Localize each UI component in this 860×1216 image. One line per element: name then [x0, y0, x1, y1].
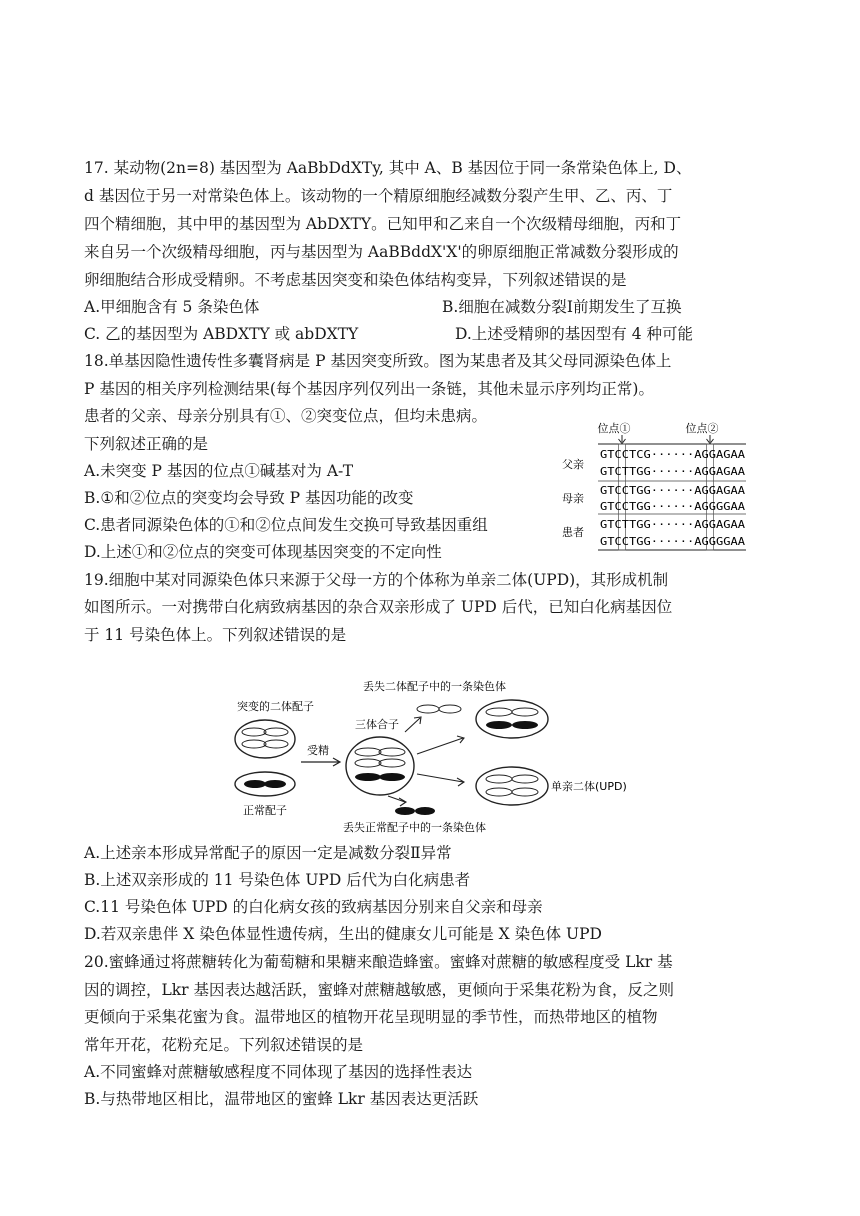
mutant-gamete-label: 突变的二体配子	[237, 700, 314, 713]
lose-disomic-label: 丢失二体配子中的一条染色体	[363, 680, 506, 693]
q19-stem-line-3: 于 11 号染色体上。下列叙述错误的是	[84, 626, 347, 644]
q17-stem-line-5: 卵细胞结合形成受精卵。不考虑基因突变和染色体结构变异，下列叙述错误的是	[84, 271, 627, 289]
sequence-figure	[560, 418, 760, 558]
q18-option-a: A.未突变 P 基因的位点①碱基对为 A-T	[84, 462, 354, 480]
upd-label: 单亲二体(UPD)	[551, 780, 627, 793]
q19-option-a: A.上述亲本形成异常配子的原因一定是减数分裂Ⅱ异常	[84, 844, 452, 862]
q19-stem-line-2: 如图所示。一对携带白化病致病基因的杂合双亲形成了 UPD 后代，已知白化病基因位	[84, 598, 673, 616]
mutant-gamete-cell	[235, 720, 295, 758]
arrow-to-lost-disomic	[405, 717, 421, 732]
father-label: 父亲	[562, 458, 584, 471]
site-1-arrow	[619, 435, 626, 444]
father-seq-2: GTCTTGG······AGGAGAA	[600, 466, 746, 478]
patient-seq-1: GTCTTGG······AGGAGAA	[600, 519, 746, 531]
trisomic-zygote-label: 三体合子	[355, 718, 399, 731]
upd-offspring-cell	[476, 767, 548, 805]
q19-stem-line-1: 19.细胞中某对同源染色体只来源于父母一方的个体称为单亲二体(UPD)，其形成机制	[84, 571, 669, 589]
q19-option-d: D.若双亲患伴 X 染色体显性遗传病，生出的健康女儿可能是 X 染色体 UPD	[84, 925, 602, 943]
q17-option-c: C. 乙的基因型为 ABDXTY 或 abDXTY	[84, 325, 359, 343]
lost-normal-chromosome	[395, 807, 435, 815]
q20-option-b: B.与热带地区相比，温带地区的蜜蜂 Lkr 基因表达更活跃	[84, 1090, 479, 1108]
q18-stem-line-3: 患者的父亲、母亲分别具有①、②突变位点，但均未患病。	[84, 407, 488, 425]
q18-stem-line-2: P 基因的相关序列检测结果(每个基因序列仅列出一条链，其他未显示序列均正常)。	[84, 380, 654, 398]
q20-stem-line-1: 20.蜜蜂通过将蔗糖转化为葡萄糖和果糖来酿造蜂蜜。蜜蜂对蔗糖的敏感程度受 Lkr 基	[84, 953, 673, 971]
q17-stem-line-3: 四个精细胞，其中甲的基因型为 AbDXTY。已知甲和乙来自一个次级精母细胞，丙和丁	[84, 215, 682, 233]
q20-option-a: A.不同蜜蜂对蔗糖敏感程度不同体现了基因的选择性表达	[84, 1063, 473, 1081]
arrow-to-lost-normal	[388, 796, 406, 806]
upd-mechanism-figure	[225, 674, 645, 836]
q17-stem-line-2: d 基因位于另一对常染色体上。该动物的一个精原细胞经减数分裂产生甲、乙、丙、丁	[84, 187, 673, 205]
fertilization-label: 受精	[307, 744, 329, 757]
normal-gamete-label: 正常配子	[243, 804, 287, 817]
normal-offspring-cell	[476, 700, 548, 738]
normal-gamete-cell	[235, 772, 295, 796]
trisomic-zygote-cell	[346, 737, 414, 795]
q18-option-c: C.患者同源染色体的①和②位点间发生交换可导致基因重组	[84, 516, 488, 534]
q20-stem-line-2: 因的调控，Lkr 基因表达越活跃，蜜蜂对蔗糖越敏感，更倾向于采集花粉为食，反之则	[84, 981, 675, 999]
lose-normal-label: 丢失正常配子中的一条染色体	[343, 821, 486, 834]
q17-option-b: B.细胞在减数分裂Ⅰ前期发生了互换	[442, 298, 682, 316]
father-seq-1: GTCCTCG······AGGAGAA	[600, 449, 746, 461]
q17-option-a: A.甲细胞含有 5 条染色体	[84, 298, 260, 316]
mother-seq-2: GTCCTGG······AGGGGAA	[600, 501, 746, 513]
patient-label: 患者	[562, 526, 584, 539]
q19-option-b: B.上述双亲形成的 11 号染色体 UPD 后代为白化病患者	[84, 871, 471, 889]
q20-stem-line-4: 常年开花，花粉充足。下列叙述错误的是	[84, 1036, 364, 1054]
q18-option-d: D.上述①和②位点的突变可体现基因突变的不定向性	[84, 543, 442, 561]
site-2-arrow	[707, 435, 714, 444]
mother-label: 母亲	[562, 492, 584, 505]
patient-seq-2: GTCCTGG······AGGGGAA	[600, 536, 746, 548]
site-1-label: 位点①	[597, 422, 631, 435]
q19-option-c: C.11 号染色体 UPD 的白化病女孩的致病基因分别来自父亲和母亲	[84, 898, 543, 916]
q18-stem-line-1: 18.单基因隐性遗传性多囊肾病是 P 基因突变所致。图为某患者及其父母同源染色体上	[84, 352, 672, 370]
q20-stem-line-3: 更倾向于采集花蜜为食。温带地区的植物开花呈现明显的季节性，而热带地区的植物	[84, 1008, 658, 1026]
arrow-to-upd-offspring	[417, 774, 464, 786]
arrow-to-normal-offspring	[417, 736, 464, 754]
q18-stem-line-4: 下列叙述正确的是	[84, 435, 209, 453]
q17-stem-line-4: 来自另一个次级精母细胞，丙与基因型为 AaBBddX'X'的卵原细胞正常减数分裂形成的	[84, 243, 679, 261]
q17-stem-line-1: 17. 某动物(2n=8) 基因型为 AaBbDdXTy, 其中 A、B 基因位于同一条常染色体上, D、	[84, 159, 692, 177]
site-2-label: 位点②	[685, 422, 719, 435]
mother-seq-1: GTCCTGG······AGGAGAA	[600, 485, 746, 497]
fertilization-arrow	[301, 758, 340, 766]
q18-option-b: B.①和②位点的突变均会导致 P 基因功能的改变	[84, 489, 414, 507]
q17-option-d: D.上述受精卵的基因型有 4 种可能	[455, 325, 694, 343]
lost-disomic-chromosome	[417, 705, 461, 713]
